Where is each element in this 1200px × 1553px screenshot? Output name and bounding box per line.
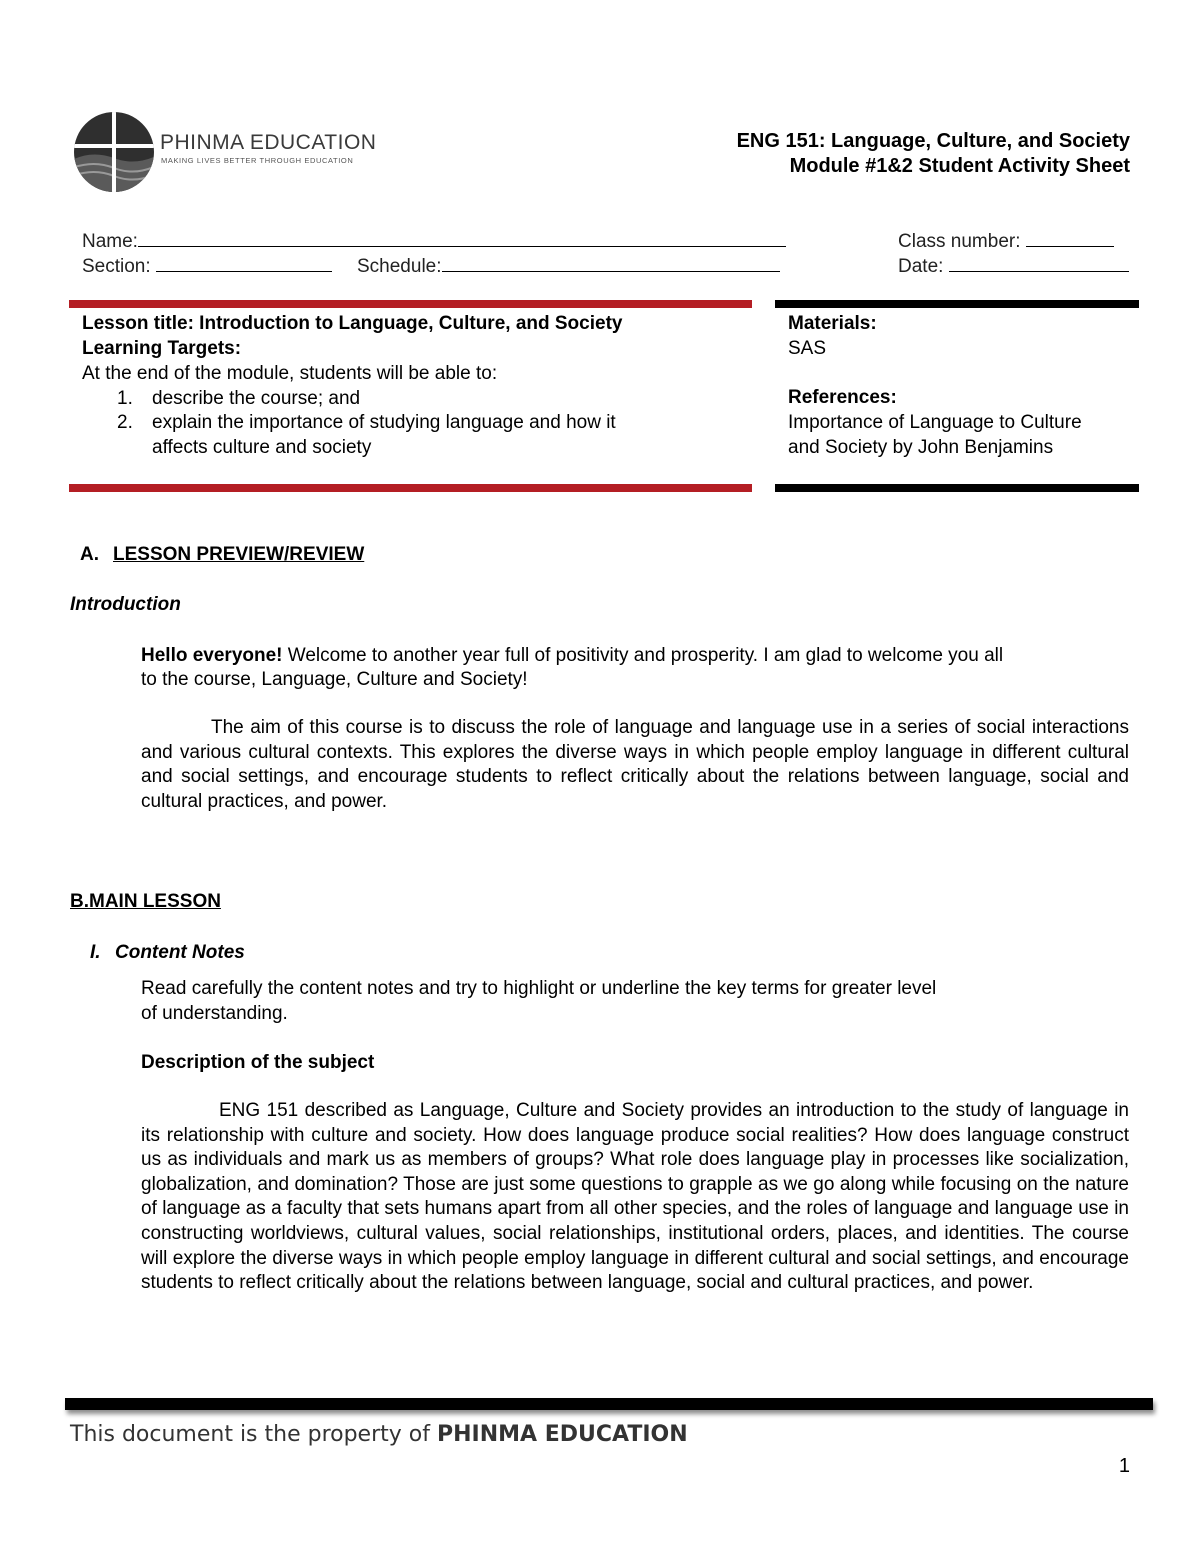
date-field[interactable]: [898, 253, 1129, 279]
module-title: Module #1&2 Student Activity Sheet: [789, 155, 1130, 177]
greeting-line-2: to the course, Language, Culture and Society!: [141, 669, 528, 690]
footer-rule: [65, 1398, 1153, 1410]
section-a-letter: A.: [80, 544, 99, 565]
introduction-subtitle: Introduction: [70, 594, 181, 615]
name-blank[interactable]: [138, 228, 786, 247]
target-1-text: describe the course; and: [152, 388, 361, 409]
learning-targets-label: Learning Targets:: [82, 338, 242, 359]
greeting-line-1: [141, 643, 1003, 668]
materials-top-bar: [775, 300, 1139, 308]
lesson-title: Lesson title: Introduction to Language, Culture, and Society: [82, 313, 623, 334]
footer-text-bold: PHINMA EDUCATION: [436, 1422, 688, 1447]
references-line-1: Importance of Language to Culture: [788, 412, 1082, 433]
greeting-rest: Welcome to another year full of positivity and prosperity. I am glad to welcome you all: [282, 645, 1004, 666]
description-paragraph-box: [141, 1099, 1129, 1296]
materials-value: SAS: [788, 338, 827, 359]
lesson-bottom-bar: [69, 484, 752, 492]
greeting-bold: Hello everyone!: [141, 645, 283, 666]
aim-paragraph-box: [141, 716, 1129, 814]
schedule-field[interactable]: [357, 253, 780, 279]
footer-text-prefix: This document is the property of: [70, 1422, 437, 1447]
description-paragraph: ENG 151 described as Language, Culture and Society provides an introduction to the study of language in its relationship with culture and society. How does language produce social realities? How does language construct us as individuals and mark us as members of groups? What role does language play in processes like socialization, globalization, and domination? Those are just some questions to grapple as we go along while focusing on the nature of language as a faculty that sets humans apart from all other species, and the roles of language and language use in constructing worldviews, cultural values, social relationships, institutional orders, places, and identities. The course will explore the diverse ways in which people employ language in different cultural and social settings, and encourage students to reflect critically about the relations between language, social and cultural practices, and power.: [141, 1100, 1129, 1294]
section-blank[interactable]: [156, 253, 332, 272]
target-2-num: 2.: [117, 412, 133, 433]
name-field[interactable]: [82, 228, 786, 254]
content-notes-num: I.: [90, 942, 101, 963]
instruction-line-1: Read carefully the content notes and try to highlight or underline the key terms for greater level: [141, 978, 937, 999]
class-number-field[interactable]: [898, 228, 1114, 254]
page-number: 1: [1118, 1455, 1130, 1477]
class-number-blank[interactable]: [1026, 228, 1114, 247]
date-label: Date:: [898, 256, 944, 277]
aim-paragraph: The aim of this course is to discuss the role of language and language use in a series of social interactions and various cultural contexts. This explores the diverse ways in which people employ language in different cultural and social settings, and encourage students to reflect critically about the relations between language, social and cultural practices, and power.: [141, 717, 1129, 812]
materials-bottom-bar: [775, 484, 1139, 492]
logo-tagline: MAKING LIVES BETTER THROUGH EDUCATION: [161, 156, 354, 165]
materials-label: Materials:: [788, 313, 877, 334]
schedule-blank[interactable]: [442, 253, 780, 272]
course-title: ENG 151: Language, Culture, and Society: [736, 130, 1130, 152]
section-a-title: LESSON PREVIEW/REVIEW: [113, 544, 365, 565]
section-label: Section:: [82, 256, 151, 277]
instruction-line-2: of understanding.: [141, 1003, 288, 1024]
content-notes-title: Content Notes: [115, 942, 245, 963]
class-number-label: Class number:: [898, 231, 1021, 252]
section-field[interactable]: [82, 253, 332, 279]
references-line-2: and Society by John Benjamins: [788, 437, 1054, 458]
date-blank[interactable]: [949, 253, 1129, 272]
target-1-num: 1.: [117, 388, 133, 409]
lesson-top-bar: [69, 300, 752, 308]
description-heading: Description of the subject: [141, 1052, 375, 1073]
footer-text: [70, 1422, 688, 1447]
schedule-label: Schedule:: [357, 256, 442, 277]
name-label: Name:: [82, 231, 138, 252]
target-2-text-cont: affects culture and society: [152, 437, 372, 458]
target-2-text: explain the importance of studying language and how it: [152, 412, 616, 433]
section-b-title: B.MAIN LESSON: [70, 891, 221, 912]
learning-targets-intro: At the end of the module, students will be able to:: [82, 363, 498, 384]
logo-name: PHINMA EDUCATION: [160, 131, 377, 154]
references-label: References:: [788, 387, 897, 408]
